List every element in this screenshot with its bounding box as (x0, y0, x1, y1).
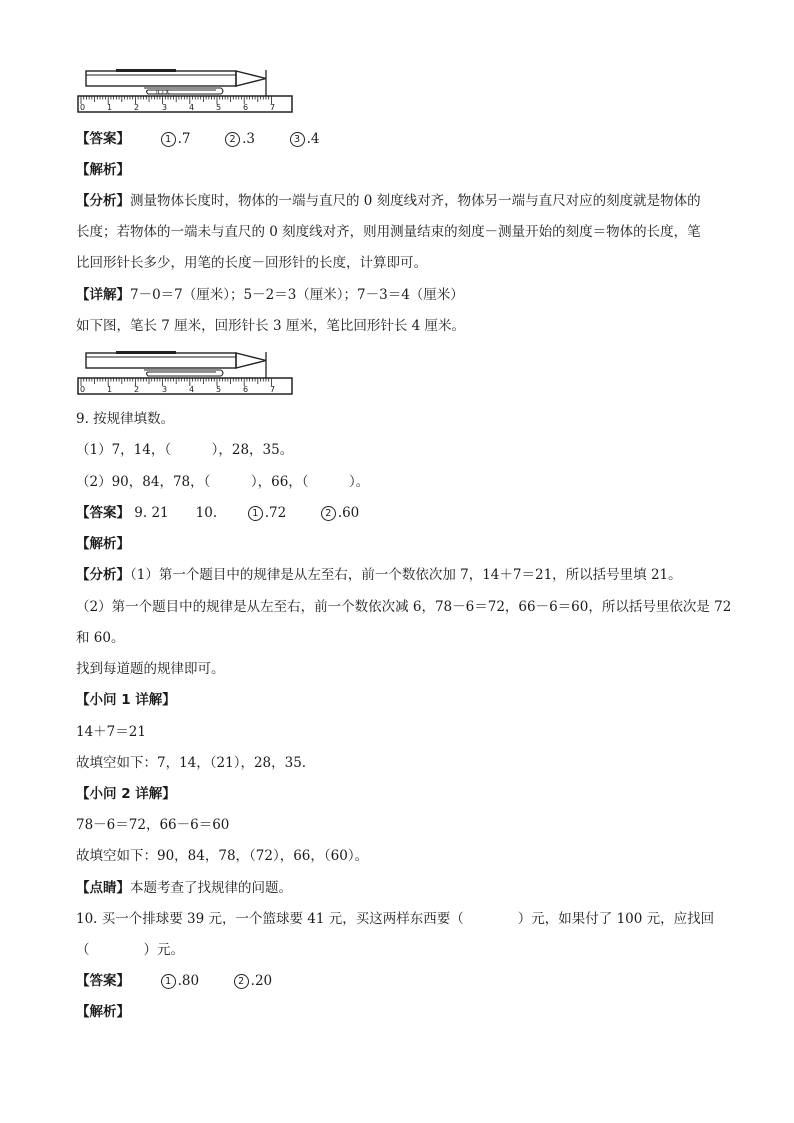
dianjing-text: 本题考查了找规律的问题。 (130, 880, 292, 896)
q9-fenxi-line-3: 和 60。 (76, 630, 125, 646)
answer-tag: 【答案】 (76, 973, 130, 989)
q9-sub2-tag (76, 785, 176, 803)
answer-value: .4 (306, 131, 320, 147)
q9-sub1-line-2: 故填空如下：7，14，（21），28，35. (76, 755, 307, 771)
q9-fenxi-line-2: （2）第一个题目中的规律是从左至右，前一个数依次减 6，78－6＝72，66－6＝60，所以括号里依次是 72 (76, 599, 732, 615)
answer-item-3 (290, 130, 320, 148)
answer-item-1 (161, 972, 199, 990)
q9-part-1: （1）7，14，（ ），28，35。 (76, 442, 294, 458)
circled-number: 3 (290, 132, 305, 147)
ruler-label-1: 1 (107, 103, 113, 112)
answer-value: .80 (177, 973, 200, 989)
detail-tag: 【详解】 (76, 287, 130, 303)
ruler-label-4: 4 (189, 103, 195, 112)
pencil-ruler-drawing (76, 348, 298, 398)
q9-analysis-tag (76, 535, 130, 553)
ruler-label-6: 6 (243, 103, 249, 112)
q9-fenxi-line-4: 找到每道题的规律即可。 (76, 661, 225, 677)
ruler-label-3: 3 (162, 385, 168, 394)
clip-label: ICLX (156, 89, 170, 96)
answer-item-2 (225, 130, 255, 148)
answer-value: .60 (337, 505, 360, 521)
pencil-ruler-figure-2 (76, 348, 298, 398)
q8-detail-line-2: 如下图，笔长 7 厘米，回形针长 3 厘米，笔比回形针长 4 厘米。 (76, 318, 466, 334)
circled-number: 2 (225, 132, 240, 147)
q8-fenxi-line-3: 比回形针长多少，用笔的长度－回形针的长度，计算即可。 (76, 255, 427, 271)
analysis-tag: 【解析】 (76, 162, 130, 178)
ruler-label-7: 7 (270, 385, 276, 394)
ruler-label-0: 0 (80, 385, 86, 394)
q8-fenxi-line-1 (76, 192, 701, 210)
dianjing-tag: 【点睛】 (76, 880, 130, 896)
q9-fenxi-line-1 (76, 566, 682, 584)
ruler-label-4: 4 (189, 385, 195, 394)
ruler-label-2: 2 (134, 385, 140, 394)
ruler-label-2: 2 (134, 103, 140, 112)
answer-value: .7 (177, 131, 191, 147)
q8-fenxi-line-2: 长度；若物体的一端未与直尺的 0 刻度线对齐，则用测量结束的刻度－测量开始的刻度＝物体的长度，笔 (76, 224, 701, 240)
q9-answer-line (76, 504, 359, 522)
answer-item-1 (161, 130, 191, 148)
q9-sub1-line-1: 14＋7＝21 (76, 724, 146, 740)
ruler-label-7: 7 (270, 103, 276, 112)
pencil-ruler-drawing (76, 66, 298, 116)
fenxi-tag: 【分析】 (76, 567, 130, 583)
analysis-tag: 【解析】 (76, 1004, 130, 1020)
q8-detail-line-1 (76, 286, 464, 304)
answer-item-2 (321, 504, 359, 522)
sub1-tag: 【小问 1 详解】 (76, 692, 176, 708)
ruler-labels (80, 103, 275, 112)
circled-number: 2 (234, 974, 249, 989)
q10-analysis-tag (76, 1003, 130, 1021)
ruler-label-6: 6 (243, 385, 249, 394)
q10-answer-line (76, 972, 272, 990)
answer-value: .20 (250, 973, 273, 989)
ruler-label-5: 5 (216, 103, 222, 112)
ruler-labels (80, 385, 275, 394)
answer-item-1 (248, 504, 286, 522)
analysis-tag: 【解析】 (76, 536, 130, 552)
ruler-label-0: 0 (80, 103, 86, 112)
q8-answer-line (76, 130, 319, 148)
sub2-tag: 【小问 2 详解】 (76, 786, 176, 802)
fenxi-tag: 【分析】 (76, 193, 130, 209)
answer-value: .72 (264, 505, 287, 521)
ruler-label-5: 5 (216, 385, 222, 394)
circled-number: 1 (161, 132, 176, 147)
q9-sub1-tag (76, 691, 176, 709)
fenxi-text: （1）第一个题目中的规律是从左至右，前一个数依次加 7，14＋7＝21，所以括号里填 21。 (130, 567, 682, 583)
q9-sub2-line-1: 78－6＝72，66－6＝60 (76, 817, 230, 833)
pencil-ruler-figure-1 (76, 66, 298, 116)
q10-title-line-1: 10. 买一个排球要 39 元，一个篮球要 41 元，买这两样东西要（ ）元，如果付了 100 元，应找回 (76, 911, 715, 927)
answer-item-2 (234, 972, 272, 990)
answer-tag: 【答案】 (76, 131, 130, 147)
q9-part-2: （2）90，84，78，（ ），66，（ ）。 (76, 474, 370, 490)
q9-dianjing-line (76, 879, 292, 897)
answer-prefix: 9. 21 10. (134, 505, 218, 521)
answer-value: .3 (242, 131, 255, 147)
ruler-label-3: 3 (162, 103, 168, 112)
ruler-label-1: 1 (107, 385, 113, 394)
circled-number: 2 (321, 506, 336, 521)
answer-tag: 【答案】 (76, 505, 130, 521)
q9-title: 9. 按规律填数。 (76, 411, 175, 427)
detail-text: 7－0＝7（厘米）；5－2＝3（厘米）；7－3＝4（厘米） (130, 287, 464, 303)
q10-title-line-2: （ ）元。 (76, 942, 184, 958)
fenxi-text: 测量物体长度时，物体的一端与直尺的 0 刻度线对齐，物体另一端与直尺对应的刻度就是物体的 (130, 193, 701, 209)
circled-number: 1 (248, 506, 263, 521)
q8-analysis-tag (76, 161, 130, 179)
circled-number: 1 (161, 974, 176, 989)
q9-sub2-line-2: 故填空如下：90，84，78，（72），66，（60）。 (76, 848, 369, 864)
